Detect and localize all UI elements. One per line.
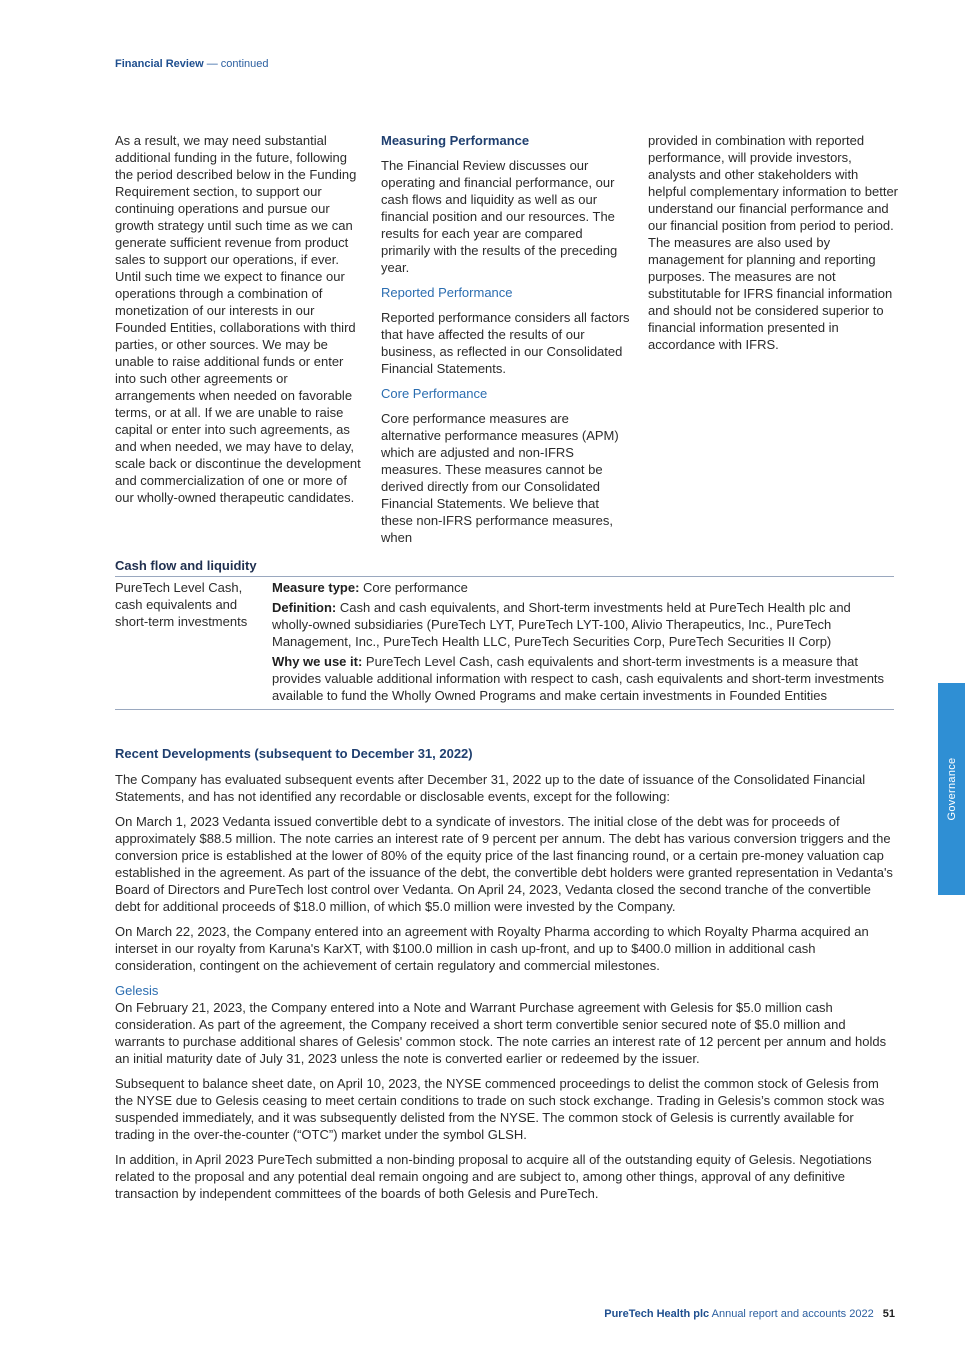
header-section: Financial Review <box>115 58 204 70</box>
header-continued: — continued <box>206 58 269 70</box>
page-footer <box>604 1308 895 1320</box>
why-value: PureTech Level Cash, cash equivalents and short-term investments is a measure that provides valuable additional information with respect to cash, cash equivalents and short-term investments available to fund the Wholly Owned Programs and make certain investments in Founded Entities <box>272 654 885 703</box>
measure-type <box>272 579 892 596</box>
recent-paragraph-4: On February 21, 2023, the Company entered into a Note and Warrant Purchase agreement with Gelesis for $5.0 million cash consideration. As part of the agreement, the Company received a short term convertible senior secured note of $5.0 million and warrants to purchase additional shares of Gelesis' common stock. The note carries an interest rate of 12 percent per annum and holds an initial maturity date of July 31, 2023 unless the note is converted earlier or redeemed by the issuer. <box>115 1000 887 1066</box>
cashflow-row-label: PureTech Level Cash, cash equivalents and short-term investments <box>115 580 248 629</box>
core-performance-heading: Core Performance <box>381 386 488 401</box>
measure-type-value: Core performance <box>363 580 468 595</box>
page-number: 51 <box>882 1308 895 1320</box>
measure-type-label: Measure type: <box>272 580 360 595</box>
measuring-performance-intro: The Financial Review discusses our operating and financial performance, our cash flows and liquidity as well as our financial position and our resources. The results for each year are compared primarily with the results of the preceding year. <box>381 158 618 275</box>
cashflow-title: Cash flow and liquidity <box>115 558 257 573</box>
column-3 <box>648 132 898 361</box>
footer-report: Annual report and accounts 2022 <box>711 1308 874 1320</box>
reported-performance-heading: Reported Performance <box>381 285 513 300</box>
recent-paragraph-3: On March 22, 2023, the Company entered into an agreement with Royalty Pharma according to which Royalty Pharma acquired an interset in our royalty from Karuna's KarXT, with $100.0 million in cash up-front, and up to $400.0 million in additional cash consideration, contingent on the achievement of certain regulatory and commercial milestones. <box>115 924 869 973</box>
why-we-use-it <box>272 653 892 704</box>
definition-label: Definition: <box>272 600 337 615</box>
cashflow-row-details <box>272 579 892 704</box>
measuring-performance-heading: Measuring Performance <box>381 133 530 148</box>
column-1 <box>115 132 363 514</box>
gelesis-heading: Gelesis <box>115 983 159 998</box>
definition <box>272 599 892 650</box>
core-performance-text: Core performance measures are alternative performance measures (APM) which are adjusted and non-IFRS measures. These measures cannot be derived directly from our Consolidated Financial Statements. We believe that these non-IFRS performance measures, when <box>381 411 619 545</box>
column-2 <box>381 132 631 554</box>
definition-value: Cash and cash equivalents, and Short-term investments held at PureTech Health plc and wholly-owned subsidiaries (PureTech LYT, PureTech LYT-100, Alivio Therapeutics, Inc., PureTech Management, Inc., PureTech Health LLC, PureTech Securities Corp, PureTech Securities II Corp) <box>272 600 851 649</box>
recent-paragraph-1: The Company has evaluated subsequent events after December 31, 2022 up to the date of issuance of the Consolidated Financial Statements, and has not identified any recordable or disclosable events, except for the following: <box>115 772 866 804</box>
cashflow-table <box>115 576 894 710</box>
footer-company: PureTech Health plc <box>604 1308 710 1320</box>
running-header <box>115 58 268 70</box>
recent-paragraph-2: On March 1, 2023 Vedanta issued convertible debt to a syndicate of investors. The initial close of the debt was for proceeds of approximately $88.5 million. The note carries an interest rate of 9 percent per annum. The debt has various conversion triggers and the conversion price is established at the lower of 80% of the equity price of the last financing round, or a certain pre-money valuation cap established in the agreement. As part of the issuance of the debt, the convertible debt holders were granted representation in Vedanta's Board of Directors and PureTech lost control over Vedanta. On April 24, 2023, Vedanta closed the second tranche of the convertible debt for additional proceeds of $18.0 million, of which $5.0 million were invested by the Company. <box>115 814 893 914</box>
recent-paragraph-5: Subsequent to balance sheet date, on April 10, 2023, the NYSE commenced proceedings to delist the common stock of Gelesis from the NYSE due to Gelesis ceasing to meet certain conditions to trade on such stock exchange. Trading in Gelesis’s common stock was suspended immediately, and it was subsequently delisted from the NYSE. The common stock of Gelesis is currently available for trading in the over-the-counter (“OTC”) market under the symbol GLSH. <box>115 1076 885 1142</box>
col3-paragraph: provided in combination with reported performance, will provide investors, analysts and other stakeholders with helpful complementary information to better understand our financial performance and our financial position from period to period. The measures are also used by management for planning and reporting purposes. The measures are not substitutable for IFRS financial information and should not be considered superior to financial information presented in accordance with IFRS. <box>648 133 899 352</box>
recent-paragraph-6: In addition, in April 2023 PureTech submitted a non-binding proposal to acquire all of the outstanding equity of Gelesis. Negotiations related to the proposal and any potential deal remain ongoing and are subject to, among other things, approval of any definitive transaction by independent committees of the boards of both Gelesis and PureTech. <box>115 1152 872 1201</box>
recent-developments <box>115 745 895 1210</box>
why-label: Why we use it: <box>272 654 363 669</box>
recent-developments-heading: Recent Developments (subsequent to December 31, 2022) <box>115 746 473 761</box>
reported-performance-text: Reported performance considers all factors that have affected the results of our business, as reflected in our Consolidated Financial Statements. <box>381 310 630 376</box>
governance-side-tab[interactable] <box>938 683 965 895</box>
side-tab-label: Governance <box>945 757 958 821</box>
col1-paragraph: As a result, we may need substantial additional funding in the future, following the period described below in the Funding Requirement section, to support our continuing operations and pursue our growth strategy until such time as we can generate sufficient revenue from product sales to support our operations, if ever. Until such time we expect to finance our operations through a combination of monetization of our interests in our Founded Entities, collaborations with third parties, or other sources. We may be unable to raise additional funds or enter into such other agreements or arrangements when needed on favorable terms, or at all. If we are unable to raise capital or enter into such agreements, as and when needed, we may have to delay, scale back or discontinue the development and commercialization of one or more of our wholly-owned therapeutic candidates. <box>115 133 361 505</box>
